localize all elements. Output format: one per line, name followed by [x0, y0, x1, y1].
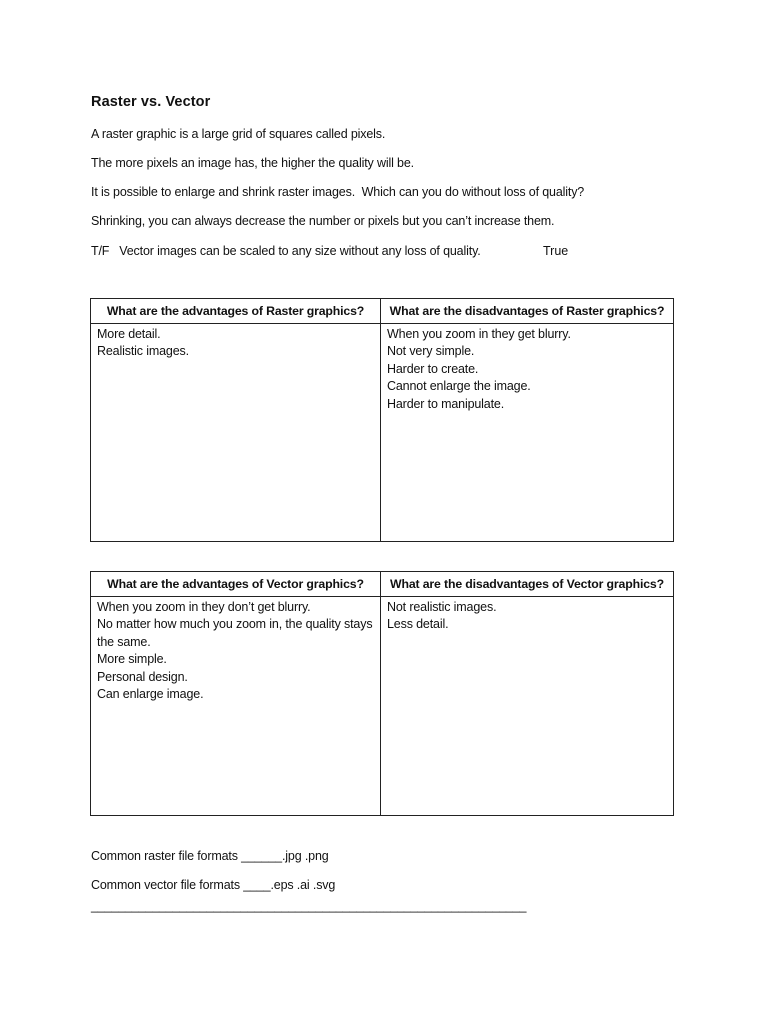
list-item: Harder to create. [387, 361, 479, 376]
list-item: Realistic images. [97, 344, 189, 359]
list-item: No matter how much you zoom in, the quality stays the same. [97, 617, 373, 649]
vector-disadvantages-header: What are the disadvantages of Vector graphics? [381, 572, 674, 597]
raster-advantages-header: What are the advantages of Raster graphics? [91, 299, 381, 324]
text-line-raster-definition: A raster graphic is a large grid of squares called pixels. [91, 127, 386, 141]
raster-table [90, 298, 674, 542]
text-line-answer: Shrinking, you can always decrease the number or pixels but you can’t increase them. [91, 214, 555, 228]
list-item: Harder to manipulate. [387, 396, 505, 411]
vector-advantages-cell [91, 597, 381, 816]
vector-advantages-header: What are the advantages of Vector graphics? [91, 572, 381, 597]
list-item: Can enlarge image. [97, 687, 204, 702]
text-line-raster-formats: Common raster file formats ______.jpg .png [91, 849, 329, 863]
raster-advantages-cell [91, 324, 381, 542]
blank-answer-rule: ________________________________________________________________ [91, 899, 527, 913]
list-item: More simple. [97, 652, 167, 667]
list-item: When you zoom in they get blurry. [387, 327, 571, 341]
vector-disadvantages-cell [381, 597, 674, 816]
true-false-answer: True [543, 244, 569, 258]
list-item: Less detail. [387, 617, 449, 632]
raster-disadvantages-header: What are the disadvantages of Raster graphics? [381, 299, 674, 324]
list-item: Not very simple. [387, 344, 475, 359]
text-line-pixels-quality: The more pixels an image has, the higher the quality will be. [91, 156, 414, 170]
list-item: More detail. [97, 327, 161, 341]
text-line-true-false: T/F Vector images can be scaled to any size without any loss of quality. [91, 244, 481, 258]
raster-disadvantages-cell [381, 324, 674, 542]
text-line-question: It is possible to enlarge and shrink raster images. Which can you do without loss of quality? [91, 185, 585, 199]
list-item: Cannot enlarge the image. [387, 379, 531, 394]
vector-table [90, 571, 674, 816]
text-line-vector-formats: Common vector file formats ____.eps .ai .svg [91, 878, 336, 892]
list-item: When you zoom in they don’t get blurry. [97, 600, 311, 614]
list-item: Personal design. [97, 669, 188, 684]
list-item: Not realistic images. [387, 600, 497, 614]
page-title: Raster vs. Vector [91, 94, 211, 110]
